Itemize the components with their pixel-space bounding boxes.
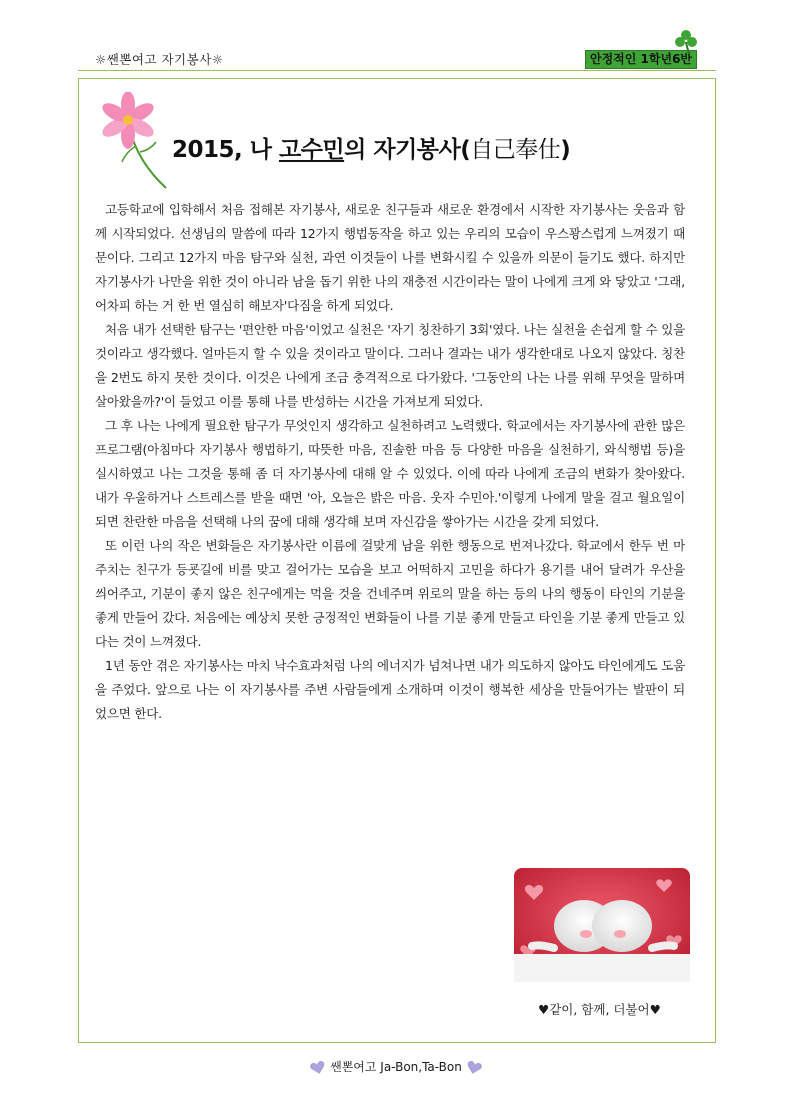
paragraph: 그 후 나는 나에게 필요한 탐구가 무엇인지 생각하고 실천하려고 노력했다. 학교에서는 자기봉사에 관한 많은 프로그램(아침마다 자기봉사 행법하기, 따뜻한 마음, 진솔한 마음 등 다양한 마음을 실천하기, 와식행법 등)을 실시하였고 나는 그것을 통해 좀 더 자기봉사에 대해 알 수 있었다. 이에 따라 나에게 조금의 변화가 찾아왔다. 내가 우울하거나 스트레스를 받을 때면 '아, 오늘은 밝은 마음. 웃자 수민아.'이렇게 나에게 말을 걸고 월요일이 되면 찬란한 마음을 선택해 나의 꿈에 대해 생각해 보며 자신감을 쌓아가는 시간을 갖게 되었다. (95, 418, 685, 529)
title-hanja: 自己奉仕 (470, 137, 561, 163)
photo-caption: ♥같이, 함께, 더불어♥ (538, 1002, 661, 1017)
header-class-badge: 안정적인 1학년6반 (585, 50, 697, 69)
header-divider (78, 70, 716, 71)
essay-body (95, 198, 685, 726)
heart-icon (466, 1061, 482, 1075)
paragraph: 또 이런 나의 작은 변화들은 자기봉사란 이름에 걸맞게 남을 위한 행동으로 번져나갔다. 학교에서 한두 번 마주치는 친구가 등굣길에 비를 맞고 걸어가는 모습을 보고 어떡하지 고민을 하다가 용기를 내어 달려가 우산을 씌어주고, 기분이 좋지 않은 친구에게는 먹을 것을 건네주며 위로의 말을 하는 등의 나의 행동이 타인의 기분을 좋게 만들어 갔다. 처음에는 예상치 못한 긍정적인 변화들이 나를 기분 좋게 만들고 타인을 기분 좋게 만들고 있다는 것이 느껴졌다. (95, 538, 685, 649)
title-name: 고수민 (278, 137, 345, 163)
hugging-dolls-photo (514, 868, 690, 982)
heart-icon (310, 1061, 326, 1075)
paragraph: 1년 동안 겪은 자기봉사는 마치 낙수효과처럼 나의 에너지가 넘쳐나면 내가 의도하지 않아도 타인에게도 도움을 주었다. 앞으로 나는 이 자기봉사를 주변 사람들에게 소개하며 이것이 행복한 세상을 만들어가는 발판이 되었으면 한다. (95, 658, 685, 721)
page-title (172, 131, 570, 164)
title-prefix: 2015, 나 (172, 137, 279, 163)
cosmos-flower-icon (96, 92, 174, 192)
clover-icon (672, 27, 700, 55)
footer-text: 쌘뽄여고 Ja-Bon,Ta-Bon (330, 1060, 462, 1074)
paragraph: 처음 내가 선택한 탐구는 '편안한 마음'이었고 실천은 '자기 칭찬하기 3회'였다. 나는 실천을 손쉽게 할 수 있을 것이라고 생각했다. 얼마든지 할 수 있을 것이라고 말이다. 그러나 결과는 내가 생각한대로 나오지 않았다. 칭찬을 2번도 하지 못한 것이다. 이것은 나에게 조금 충격적으로 다가왔다. '그동안의 나는 나를 위해 무엇을 말하며 살아왔을까?'이 들었고 이를 통해 나를 반성하는 시간을 가져보게 되었다. (95, 322, 685, 409)
title-suffix: ) (560, 137, 571, 163)
header-school-label: ☼쌘뽄여고 자기봉사☼ (95, 52, 224, 67)
title-middle: 의 자기봉사( (344, 137, 471, 163)
paragraph: 고등학교에 입학해서 처음 접해본 자기봉사, 새로운 친구들과 새로운 환경에서 시작한 자기봉사는 웃음과 함께 시작되었다. 선생님의 말씀에 따라 12가지 행법동작을 하고 있는 우리의 모습이 우스꽝스럽게 느껴졌기 때문이다. 그리고 12가지 마음 탐구와 실천, 과연 이것들이 나를 변화시킬 수 있을까 의문이 들기도 했다. 하지만 자기봉사가 나만을 위한 것이 아니라 남을 돕기 위한 나의 재충전 시간이라는 말이 나에게 크게 와 닿았고 '그래, 어차피 하는 거 한 번 열심히 해보자'다짐을 하게 되었다. (95, 202, 685, 313)
page-footer (0, 1058, 792, 1075)
